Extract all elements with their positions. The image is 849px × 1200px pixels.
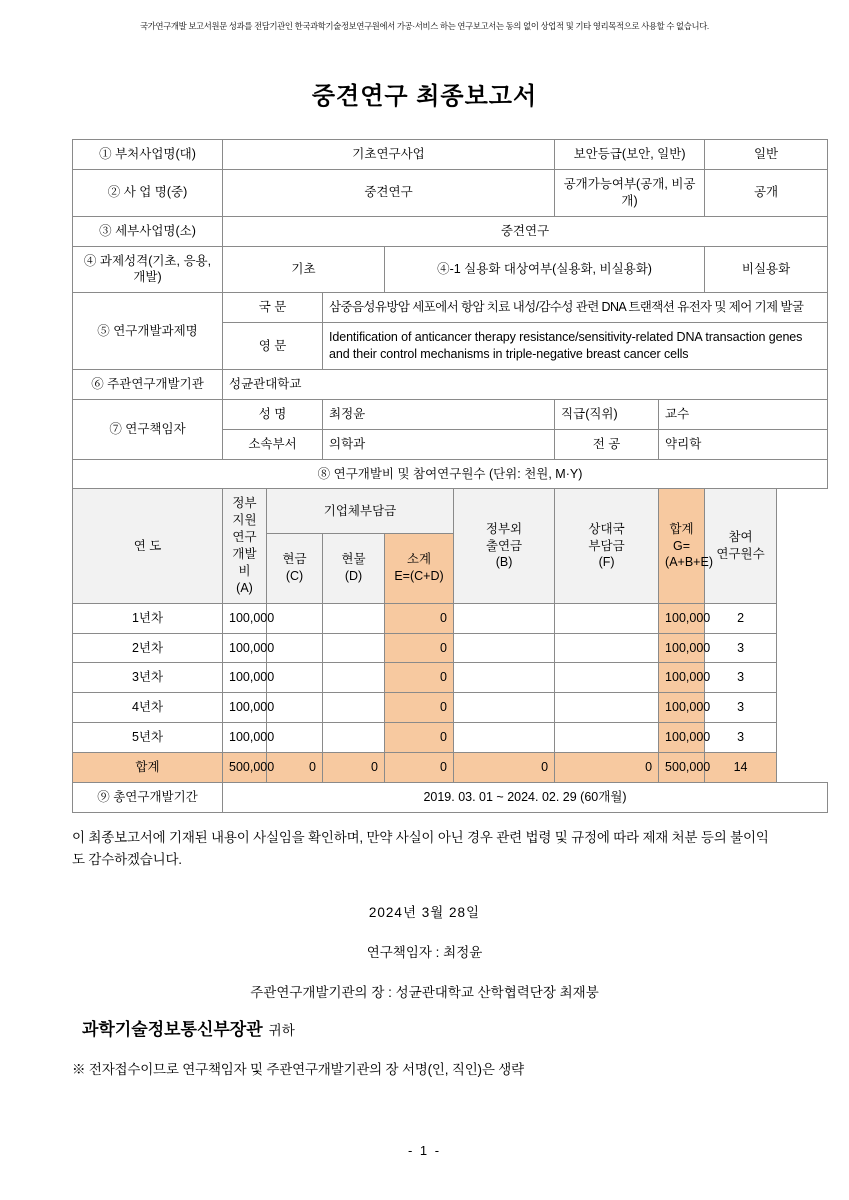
cell-counterpart [555, 603, 659, 633]
cell-total-subtotal: 0 [385, 753, 454, 783]
cell-researchers: 3 [705, 693, 777, 723]
cell-subtotal: 0 [385, 603, 454, 633]
funding-table-title: ⑧ 연구개발비 및 참여연구원수 (단위: 천원, M·Y) [73, 459, 828, 489]
col-header-gov-outside: 정부외 출연금 (B) [454, 489, 555, 603]
field-value-task-nature: 기초 [223, 246, 385, 293]
cell-inkind [323, 723, 385, 753]
addressee-minister-title: 과학기술정보통신부장관 [82, 1020, 263, 1040]
cell-total-researchers: 14 [705, 753, 777, 783]
cell-total: 100,000 [659, 693, 705, 723]
field-label-detail-program: ③ 세부사업명(소) [73, 216, 223, 246]
col-header-researchers: 참여 연구원수 [705, 489, 777, 603]
field-label-pi-name: 성 명 [223, 399, 323, 429]
field-value-total-period: 2019. 03. 01 ~ 2024. 02. 29 (60개월) [223, 782, 828, 812]
cell-inkind [323, 603, 385, 633]
addressee-minister [72, 1015, 777, 1040]
field-label-principal-investigator: ⑦ 연구책임자 [73, 399, 223, 459]
field-value-pi-department: 의학과 [323, 429, 555, 459]
field-value-ministry-program: 기초연구사업 [223, 140, 555, 170]
cell-total-inkind: 0 [323, 753, 385, 783]
signature-host-institution: 주관연구개발기관의 장 : 성균관대학교 산학협력단장 최재붕 [250, 985, 599, 1001]
cell-total: 100,000 [659, 663, 705, 693]
col-header-subtotal: 소계 E=(C+D) [385, 533, 454, 603]
field-value-pi-major: 약리학 [659, 429, 828, 459]
cell-cash [267, 603, 323, 633]
cell-subtotal: 0 [385, 723, 454, 753]
table-row [73, 663, 828, 693]
col-header-cash: 현금 (C) [267, 533, 323, 603]
field-value-practical-use: 비실용화 [705, 246, 828, 293]
cell-gov-outside [454, 693, 555, 723]
col-header-inkind: 현물 (D) [323, 533, 385, 603]
cell-year: 1년차 [73, 603, 223, 633]
cell-researchers: 3 [705, 723, 777, 753]
cell-year: 2년차 [73, 633, 223, 663]
table-row [73, 399, 828, 429]
cell-total-label: 합계 [73, 753, 223, 783]
table-row [73, 693, 828, 723]
cell-inkind [323, 633, 385, 663]
cell-year: 3년차 [73, 663, 223, 693]
signature-date: 2024년 3월 28일 [368, 905, 481, 921]
cell-gov-outside [454, 663, 555, 693]
report-cover-table [72, 139, 828, 813]
cell-gov-outside [454, 603, 555, 633]
cell-total: 100,000 [659, 723, 705, 753]
cell-gov-funding: 100,000 [223, 723, 267, 753]
page-title: 중견연구 최종보고서 [311, 83, 538, 110]
cell-gov-outside [454, 633, 555, 663]
cell-total-sum: 500,000 [659, 753, 705, 783]
field-value-disclosure: 공개 [705, 169, 828, 216]
col-header-company-contribution: 기업체부담금 [267, 489, 454, 534]
cell-subtotal: 0 [385, 693, 454, 723]
field-value-host-institution: 성균관대학교 [223, 369, 828, 399]
field-label-pi-major: 전 공 [555, 429, 659, 459]
cell-gov-funding: 100,000 [223, 693, 267, 723]
field-label-disclosure: 공개가능여부(공개, 비공개) [555, 169, 705, 216]
field-label-pi-rank: 직급(직위) [555, 399, 659, 429]
col-header-total: 합계 G=(A+B+E) [659, 489, 705, 603]
field-label-task-nature: ④ 과제성격(기초, 응용, 개발) [73, 246, 223, 293]
field-value-title-english: Identification of anticancer therapy resistance/sensitivity-related DNA transaction genes and their control mechanisms in triple-negative breast cancer cells [323, 323, 828, 370]
cell-researchers: 3 [705, 633, 777, 663]
electronic-submission-note: ※ 전자접수이므로 연구책임자 및 주관연구개발기관의 장 서명(인, 직인)은 생략 [72, 1062, 524, 1078]
cell-cash [267, 693, 323, 723]
field-label-total-period: ⑨ 총연구개발기간 [73, 782, 223, 812]
cell-researchers: 2 [705, 603, 777, 633]
table-row [73, 633, 828, 663]
col-header-year: 연 도 [73, 489, 223, 603]
cell-counterpart [555, 633, 659, 663]
field-label-practical-use: ④-1 실용화 대상여부(실용화, 비실용화) [385, 246, 705, 293]
cell-gov-funding: 100,000 [223, 603, 267, 633]
table-header-row [73, 489, 828, 534]
cell-gov-funding: 100,000 [223, 633, 267, 663]
col-header-gov-funding: 정부지원 연구개발비 (A) [223, 489, 267, 603]
table-row [73, 603, 828, 633]
field-label-project-title: ⑤ 연구개발과제명 [73, 293, 223, 370]
cell-cash [267, 633, 323, 663]
cell-cash [267, 663, 323, 693]
field-value-title-korean: 삼중음성유방암 세포에서 항암 치료 내성/감수성 관련 DNA 트랜잭션 유전자 및 제어 기제 발굴 [323, 293, 828, 323]
cell-counterpart [555, 663, 659, 693]
cell-total-gov-outside: 0 [454, 753, 555, 783]
cell-researchers: 3 [705, 663, 777, 693]
table-total-row [73, 753, 828, 783]
cell-inkind [323, 693, 385, 723]
table-row [73, 216, 828, 246]
cell-inkind [323, 663, 385, 693]
field-value-security-level: 일반 [705, 140, 828, 170]
field-value-detail-program: 중견연구 [223, 216, 828, 246]
cell-subtotal: 0 [385, 663, 454, 693]
table-row [73, 293, 828, 323]
cell-subtotal: 0 [385, 633, 454, 663]
cell-year: 5년차 [73, 723, 223, 753]
disclaimer-text: 국가연구개발 보고서원문 성과를 전담기관인 한국과학기술정보연구원에서 가공·서비스 하는 연구보고서는 동의 없이 상업적 및 기타 영리목적으로 사용할 수 없습니다. [140, 21, 709, 31]
field-label-title-korean: 국 문 [223, 293, 323, 323]
cell-cash [267, 723, 323, 753]
confirmation-statement: 이 최종보고서에 기재된 내용이 사실임을 확인하며, 만약 사실이 아닌 경우 관련 법령 및 규정에 따라 제재 처분 등의 불이익도 감수하겠습니다. [72, 829, 769, 868]
cell-total-gov-funding: 500,000 [223, 753, 267, 783]
cell-total: 100,000 [659, 633, 705, 663]
field-value-program-mid: 중견연구 [223, 169, 555, 216]
table-row [73, 369, 828, 399]
field-label-security-level: 보안등급(보안, 일반) [555, 140, 705, 170]
table-row [73, 723, 828, 753]
cell-gov-funding: 100,000 [223, 663, 267, 693]
table-row [73, 246, 828, 293]
cell-counterpart [555, 693, 659, 723]
addressee-suffix: 귀하 [268, 1023, 295, 1039]
table-row [73, 782, 828, 812]
field-label-ministry-program: ① 부처사업명(대) [73, 140, 223, 170]
field-label-pi-department: 소속부서 [223, 429, 323, 459]
col-header-counterpart: 상대국 부담금 (F) [555, 489, 659, 603]
cell-gov-outside [454, 723, 555, 753]
field-value-pi-rank: 교수 [659, 399, 828, 429]
field-value-pi-name: 최정윤 [323, 399, 555, 429]
field-label-program-mid: ② 사 업 명(중) [73, 169, 223, 216]
cell-year: 4년차 [73, 693, 223, 723]
cell-total-cash: 0 [267, 753, 323, 783]
table-row [73, 140, 828, 170]
table-row [73, 169, 828, 216]
table-row [73, 459, 828, 489]
field-label-title-english: 영 문 [223, 323, 323, 370]
signature-principal-investigator: 연구책임자 : 최정윤 [366, 945, 483, 961]
cell-total: 100,000 [659, 603, 705, 633]
cell-counterpart [555, 723, 659, 753]
page-number: - 1 - [407, 1143, 442, 1158]
cell-total-counterpart: 0 [555, 753, 659, 783]
field-label-host-institution: ⑥ 주관연구개발기관 [73, 369, 223, 399]
